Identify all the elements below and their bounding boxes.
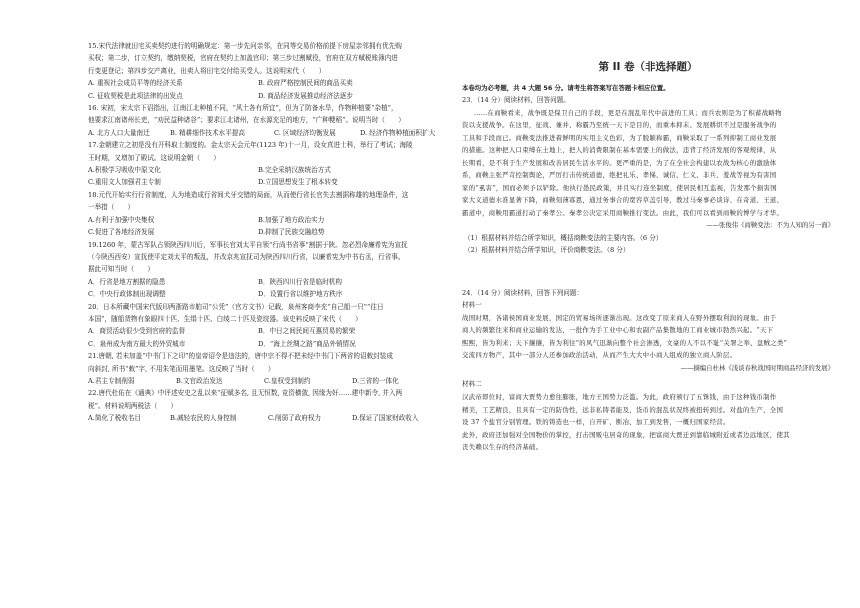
option-a: A．商贸活动很少受到官府的监督 xyxy=(88,327,186,336)
material-line: 熙熙，皆为利来；天下攘攘，皆为利往”的风气迅渐向整个社会渗透，文豪的人不以不耻“关署之举、盘贼之类” xyxy=(462,338,788,347)
material-source: ——张俊伟《商鞅变法：不为人知的另一面》 xyxy=(706,221,834,230)
section-title: 第 II 卷（非选择题） xyxy=(598,61,698,73)
option-c: C.皇权受到制约 xyxy=(264,376,311,385)
question-23-heading: 23．（14 分）阅读材料，回答问题。 xyxy=(462,96,570,104)
option-b: B.减轻农民的人身控制 xyxy=(170,414,237,423)
material-line: 霸道中，商鞅用霸道打动了秦孝公。秦孝公决定采用商鞅推行变法。由此，我们可以看到商鞅的博学与才华。 xyxy=(462,208,784,217)
option-c: C. 征收契税是此项法律的出发点 xyxy=(88,91,183,100)
question-line: 本国”，随船货物有象眼四十匹、生绢十匹、白绫二十匹及瓷垸器。该史料反映了宋代（ ） xyxy=(88,314,362,323)
option-a: A.君主专制削弱 xyxy=(88,376,135,385)
question-line: 买权；第二步，订立契约，缴纳契税，官府在契约上加盖官印；第三步过割赋役，官府在双方赋税账簿内进 xyxy=(88,54,398,63)
question-line: 16. 宋初，宋太宗下诏指出，江南江北种植不同，“风土各有所宜”，但为了防备水旱，作物种植要“杂植”， xyxy=(88,104,398,113)
material-line: 精美，工艺精良，且具有一定的防伪性，远非私铸者能及，货币的混乱状况终被扭转到过。对盐的生产，全国 xyxy=(462,405,784,414)
question-18 xyxy=(88,189,440,239)
material-2 xyxy=(462,391,834,454)
option-c: C．泉州成为南方最大的外贸城市 xyxy=(88,339,186,348)
options-row xyxy=(88,325,440,337)
material-line: 此外，政府还加强对全国物价的掌控，打击国贩屯居奇的现象，把富商大贾迁到靠临城附近或者边远地区，使其 xyxy=(462,430,790,439)
question-line: 19.1260 年，蒙古军队占领陕西四川后，军事长官刘太平自领“行尚书省事”割据于陕。忽必烈命廉希宪为宣抚 xyxy=(88,240,408,249)
question-line: 20．日本所藏中国宋代版印两浙路市舶司“公凭”（官方文书）记载，泉州客商李充“自己船一只”“往日 xyxy=(88,302,384,311)
question-17 xyxy=(88,139,440,189)
section-notice: 本卷均为必考题，共 4 大题 56 分。请考生将答案写在答题卡相应位置。 xyxy=(462,84,670,92)
question-21 xyxy=(88,350,440,387)
question-19 xyxy=(88,239,440,301)
option-a: A.简化了税收名目 xyxy=(88,414,142,423)
option-a: A．行省是地方割据的隐患 xyxy=(88,277,166,286)
option-d: D.抑制了民族交融趋势 xyxy=(258,228,325,237)
options-row xyxy=(88,375,440,387)
question-line: 22.唐代杜佑在《通典》中评述安史之乱以来“征赋多名, 且无恒数, 竞资横敛, 因缘为奸……建中新令, 并入两 xyxy=(88,389,403,398)
question-line: 行变更登记；第四步交产离业，出卖人将田宅交付给买受人。这说明宋代（ ） xyxy=(88,66,326,75)
material-line: 汉武帝即位时，富商大贾势力愈往膨胀，地方王国势力泛滥。为此，政府颁行了五铢钱，由于这种钱币制作 xyxy=(462,393,777,402)
option-b: B.完全采纳汉族统治方式 xyxy=(258,166,331,175)
option-b: B. 精耕细作技术水平提高 xyxy=(170,128,245,137)
options-row xyxy=(88,412,440,424)
option-d: D．设置行省以维护地方秩序 xyxy=(258,290,343,299)
question-line: 一举措（ ） xyxy=(88,203,135,212)
material-line: 战国时期，各诸侯国商业发展，国定的贸易场所逐渐出现。这改变了原来商人在野外摆取利润的现象。由于 xyxy=(462,313,777,322)
option-d: D.三省的一体化 xyxy=(352,376,399,385)
material-1-label: 材料一 xyxy=(462,301,482,310)
options-row xyxy=(88,90,440,102)
material-line: 家的“虱害”，国而必须予以铲除。他执行愚民政策，并且实行连坐制度，使居民相互监视，告发那个损害国 xyxy=(462,183,777,192)
question-line: 他要求江南诸州长吏，“劝民益种诸谷”；要求江北诸州，在水源充足的地方，“广种粳稻”。说明当时（ ） xyxy=(88,116,405,125)
question-23-material xyxy=(462,107,834,232)
question-line: 17.金朝建立之初是没有开科取士制度的。金太宗天会元年(1123 年)十一月，设女真进士科，举行了考试；海陵 xyxy=(88,141,413,150)
material-line: 资以支援战争。在这里，征战、兼并、称霸乃至统一天下是目的，而重本抑末、发展耕织不过是服务战争的 xyxy=(462,121,777,130)
question-line: （今陕西西安）宣抚使平定刘太平的叛乱，并改京兆宣抚司为陕西四川行省，以廉希宪为中书右丞，行省事。 xyxy=(88,252,405,261)
material-line: 设 37 个盐官分别管理。铁的铸造也一样，自开矿、断冶、加工到发售，一概归国家经营。 xyxy=(462,418,730,427)
sub-question-2: （2）根据材料并结合所学知识，评价商鞅变法。（8 分） xyxy=(464,246,630,255)
options-row xyxy=(88,338,440,350)
right-column xyxy=(462,40,834,454)
material-line: 丧失赖以生存的经济基础。 xyxy=(462,443,543,452)
question-line: 18.元代开始实行行省制度，人为地造成行省间犬牙交错的局面，从而使行省长官失去割据称雄的地理条件，这 xyxy=(88,190,409,199)
options-row xyxy=(88,214,440,226)
question-20 xyxy=(88,301,440,351)
material-line: 工具和手段而已。商鞅变法推进着鲜明的实用主义色彩，为了脱颖称霸，商鞅采取了一系列抑制工商业发展 xyxy=(462,133,777,142)
options-row xyxy=(88,164,440,176)
material-2-label: 材料二 xyxy=(462,380,482,389)
option-d: D. 经济作物种植面积扩大 xyxy=(360,128,436,137)
option-d: D.立国思想发生了根本转变 xyxy=(258,178,338,187)
options-row xyxy=(88,127,440,139)
question-line: 据此可知当时（ ） xyxy=(88,265,154,274)
material-1 xyxy=(462,312,834,375)
question-line: 税”。材料说明两税法（ ） xyxy=(88,401,178,410)
option-a: A.积极学习吸收中原文化 xyxy=(88,166,161,175)
option-c: C.促进了各地经济发展 xyxy=(88,228,155,237)
question-line: 15.宋代法律就田宅买卖契约进行的明确规定：第一步先问亲邻，在同等交易价格前提下房屋亲邻拥有优先购 xyxy=(88,42,402,50)
material-line: 系，商鞅主张严苛控制舆论，严厉打击传统道德，绝把礼乐、孝悌、诚信、仁义、非兵、羞战等视为有害国 xyxy=(462,171,777,180)
options-row xyxy=(88,276,440,288)
option-d: D．“海上丝绸之路”商品外销情况 xyxy=(258,339,356,348)
question-line: 21.唐朝, 若未加盖“中书门下之印”的皇帝诏令是违法的，唐中宗不得不把未经中书门下两省的诏敕封装成 xyxy=(88,352,393,361)
answer-space xyxy=(462,257,834,287)
option-a: A. 北方人口大量南迁 xyxy=(88,128,150,137)
sub-question-1: （1）根据材料并结合所学知识，概括商鞅变法的主要内容。（6 分） xyxy=(464,233,663,242)
material-line: 的措施。这种把人口束缚在土地上，把人的消费限制在基本需要上的做法，违背了经济发展的客观规律，从 xyxy=(462,146,777,155)
option-c: C．中央行政体制出现调整 xyxy=(88,290,166,299)
material-source: ——摘编自杜林《浅谈春秋战国时期商品经济的发展》 xyxy=(680,363,834,372)
option-a: A.有利于加强中央集权 xyxy=(88,215,155,224)
option-b: B. 政府严格控制民间的商品买卖 xyxy=(258,79,353,88)
options-row xyxy=(88,176,440,188)
question-15 xyxy=(88,40,440,102)
question-24-heading: 24．（14 分）阅读材料，回答下列问题： xyxy=(462,288,584,297)
question-22 xyxy=(88,387,440,424)
option-d: D. 商品经济发展推动经济法逐步 xyxy=(258,91,353,100)
option-c: C. 区域经济均衡发展 xyxy=(274,128,336,137)
option-b: B．中日之间民间互惠贸易的繁荣 xyxy=(258,327,356,336)
options-row xyxy=(88,77,440,89)
material-line: 家大义道德水准显著下降，商鞅刻薄寡恩，通过务事合的宽容草盖引导，教过马秦事必谈诗、在奇道、王道、 xyxy=(462,196,784,205)
option-b: B．陕西四川行省是临时机构 xyxy=(258,277,342,286)
left-column xyxy=(88,40,440,425)
options-row xyxy=(88,226,440,238)
option-c: C.重用文人加强君主专制 xyxy=(88,178,161,187)
material-line: 商人的频繁往来和商业运输的发达，一批作为手工业中心和农副产品集散地的工商业城市勃然兴起。“天下 xyxy=(462,326,774,335)
material-line: 交流四方物产，其中一部分人还参加政治活动，从而产生大大中小商人组成的独立商人阶层。 xyxy=(462,351,737,360)
option-b: B.加强了地方政治实力 xyxy=(258,215,325,224)
question-16 xyxy=(88,102,440,139)
question-line: 向斜封, 所书“敕”字, 不用朱笔而用墨笔。这反映了当时（ ） xyxy=(88,364,275,373)
option-d: D.保证了国家财政收入 xyxy=(352,414,419,423)
option-b: B.文官政治发达 xyxy=(176,376,223,385)
material-line: 长期看，是不利于生产发展和改善居民生活水平的。更严重的是，为了在全社会构建以农战为核心的激励体 xyxy=(462,158,777,167)
options-row xyxy=(88,288,440,300)
question-line: 王时期，又增加了殿试。这说明金朝（ ） xyxy=(88,153,220,162)
option-c: C.削弱了政府权力 xyxy=(268,414,322,423)
option-a: A. 重视社会成员平等的经济关系 xyxy=(88,79,183,88)
material-line: ……在商鞅看来，战争既是保卫自己的手段，更是在混乱年代中前进的工具；而兵农则是为了积蓄战略物 xyxy=(474,108,782,117)
